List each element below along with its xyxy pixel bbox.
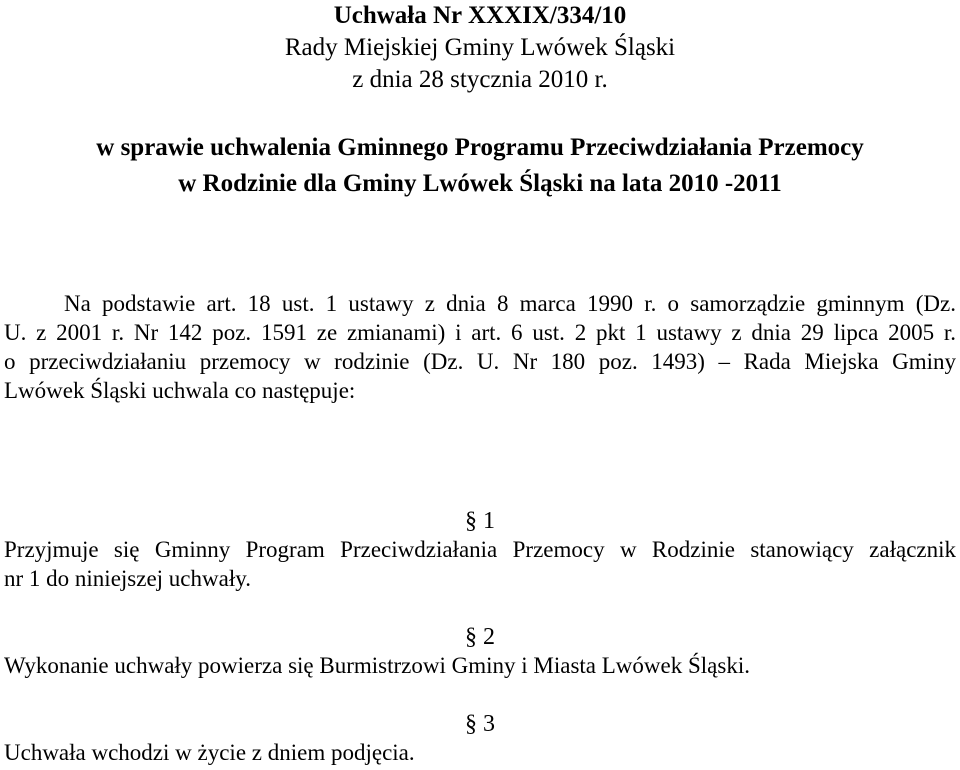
section-1-marker: § 1	[465, 508, 495, 534]
section-1-line-2: nr 1 do niniejszej uchwały.	[4, 566, 251, 591]
preamble-line-2: U. z 2001 r. Nr 142 poz. 1591 ze zmianami) i art. 6 ust. 2 pkt 1 ustawy z dnia 29 lipca 2005 r.	[4, 320, 956, 345]
resolution-title: Uchwała Nr XXXIX/334/10	[333, 2, 627, 29]
resolution-date: z dnia 28 stycznia 2010 r.	[352, 66, 608, 93]
section-2-marker: § 2	[465, 624, 495, 650]
section-2-line-1: Wykonanie uchwały powierza się Burmistrzowi Gminy i Miasta Lwówek Śląski.	[4, 653, 750, 678]
subject-line-1: w sprawie uchwalenia Gminnego Programu Przeciwdziałania Przemocy	[96, 134, 864, 161]
section-3-line-1: Uchwała wchodzi w życie z dniem podjęcia.	[4, 740, 415, 765]
preamble-line-4: Lwówek Śląski uchwala co następuje:	[4, 378, 356, 403]
section-1-line-1: Przyjmuje się Gminny Program Przeciwdziałania Przemocy w Rodzinie stanowiący załącznik	[4, 537, 956, 562]
preamble-line-1: Na podstawie art. 18 ust. 1 ustawy z dnia 8 marca 1990 r. o samorządzie gminnym (Dz.	[64, 291, 956, 316]
resolution-issuer: Rady Miejskiej Gminy Lwówek Śląski	[284, 34, 676, 61]
subject-line-2: w Rodzinie dla Gminy Lwówek Śląski na lata 2010 -2011	[178, 170, 782, 197]
section-3-marker: § 3	[465, 711, 495, 737]
preamble-line-3: o przeciwdziałaniu przemocy w rodzinie (Dz. U. Nr 180 poz. 1493) – Rada Miejska Gminy	[4, 349, 956, 374]
